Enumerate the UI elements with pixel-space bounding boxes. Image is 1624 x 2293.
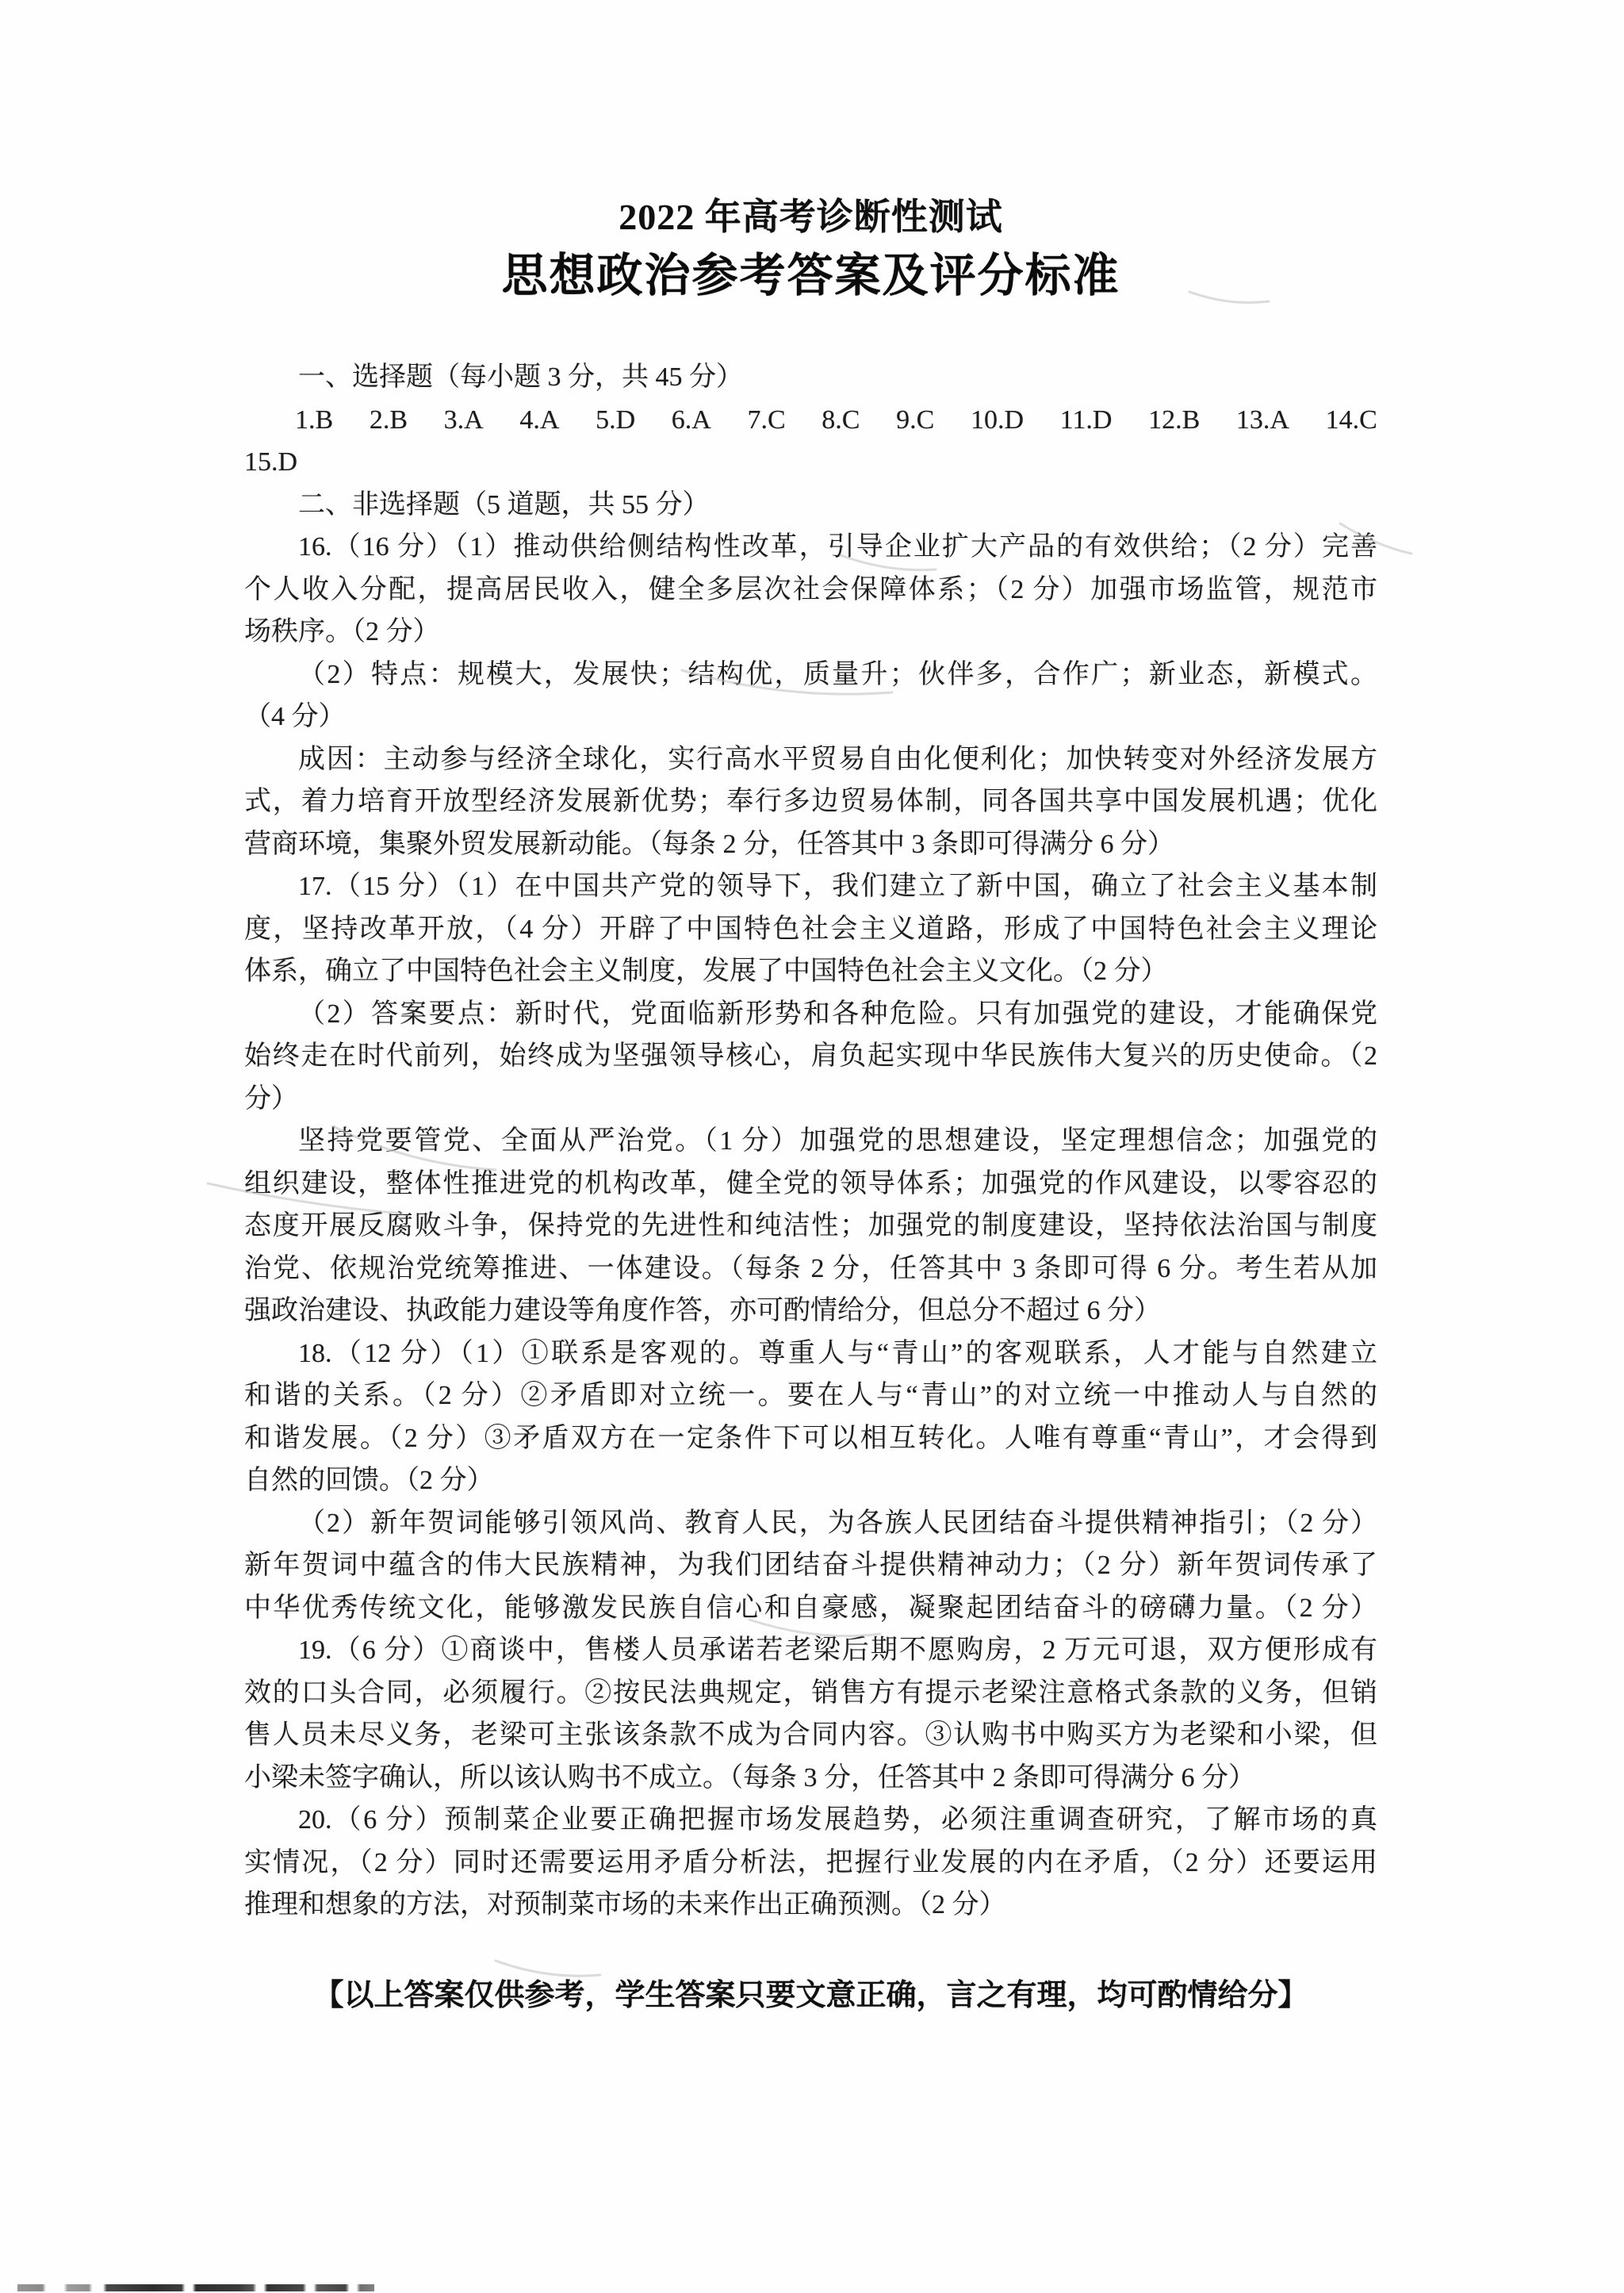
choice-answer: 4.A — [519, 405, 560, 435]
answer-text-line: 16.（16 分）（1）推动供给侧结构性改革，引导企业扩大产品的有效供给；（2 分）完善 — [298, 532, 1377, 562]
answer-text-line: 推理和想象的方法，对预制菜市场的未来作出正确预测。（2 分） — [244, 1890, 1006, 1919]
answer-text-line: 体系，确立了中国特色社会主义制度，发展了中国特色社会主义文化。（2 分） — [244, 957, 1168, 986]
answer-text-line: （2）特点：规模大，发展快；结构优，质量升；伙伴多，合作广；新业态，新模式。 — [298, 659, 1377, 689]
answer-text-line: 售人员未尽义务，老梁可主张该条款不成为合同内容。③认购书中购买方为老梁和小梁，但 — [244, 1720, 1377, 1750]
answer-text-line: 小梁未签字确认，所以该认购书不成立。（每条 3 分，任答其中 2 条即可得满分 6 分） — [244, 1762, 1255, 1793]
grading-note: 【以上答案仅供参考，学生答案只要文意正确，言之有理，均可酌情给分】 — [313, 1978, 1308, 2012]
scan-edge-artifact — [17, 2284, 374, 2291]
choice-answer: 10.D — [970, 405, 1025, 435]
choice-answer-overflow-line: 15.D — [244, 447, 298, 477]
answer-text-line: 新年贺词中蕴含的伟大民族精神，为我们团结奋斗提供精神动力；（2 分）新年贺词传承了 — [244, 1551, 1377, 1580]
document-title-line1: 2022 年高考诊断性测试 — [619, 197, 1003, 237]
answer-text-line: 19.（6 分）①商谈中，售楼人员承诺若老梁后期不愿购房，2 万元可退，双方便形成有 — [298, 1635, 1377, 1665]
document-header — [244, 0, 1377, 306]
answer-text-line: 坚持党要管党、全面从严治党。（1 分）加强党的思想建设，坚定理想信念；加强党的 — [298, 1126, 1377, 1156]
answer-text-line: 组织建设，整体性推进党的机构改革，健全党的领导体系；加强党的作风建设，以零容忍的 — [244, 1168, 1377, 1198]
answer-text-line: 18.（12 分）（1）①联系是客观的。尊重人与“青山”的客观联系，人才能与自然建立 — [298, 1338, 1377, 1368]
answer-text-line: 和谐的关系。（2 分）②矛盾即对立统一。要在人与“青山”的对立统一中推动人与自然的 — [244, 1381, 1377, 1410]
answer-text-line: 17.（15 分）（1）在中国共产党的领导下，我们建立了新中国，确立了社会主义基本制 — [298, 872, 1377, 901]
answer-text-line: 效的口头合同，必须履行。②按民法典规定，销售方有提示老梁注意格式条款的义务，但销 — [244, 1678, 1377, 1708]
choice-answer: 2.B — [369, 405, 408, 435]
choice-answer: 1.B — [295, 405, 334, 435]
answer-text-line: 20.（6 分）预制菜企业要正确把握市场发展趋势，必须注重调查研究，了解市场的真 — [298, 1805, 1377, 1835]
choice-answer: 9.C — [896, 405, 935, 435]
answer-text-line: （4 分） — [244, 702, 346, 731]
section-1-heading: 一、选择题（每小题 3 分，共 45 分） — [298, 362, 743, 392]
answer-text-line: 式，着力培育开放型经济发展新优势；奉行多边贸易体制，同各国共享中国发展机遇；优化 — [244, 787, 1377, 816]
section-2-heading: 二、非选择题（5 道题，共 55 分） — [298, 489, 710, 520]
answer-text-line: 营商环境，集聚外贸发展新动能。（每条 2 分，任答其中 3 条即可得满分 6 分） — [244, 829, 1174, 859]
answer-text-line: 中华优秀传统文化，能够激发民族自信心和自豪感，凝聚起团结奋斗的磅礴力量。（2 分） — [244, 1593, 1377, 1623]
answer-text-line: 场秩序。（2 分） — [244, 617, 440, 646]
choice-answer: 7.C — [747, 405, 786, 435]
choice-answer: 8.C — [822, 405, 860, 435]
answer-text-line: 自然的回馈。（2 分） — [244, 1466, 494, 1495]
choice-answer: 5.D — [596, 405, 636, 435]
answer-text-line: 强政治建设、执政能力建设等角度作答，亦可酌情给分，但总分不超过 6 分） — [244, 1296, 1161, 1325]
answer-text-line: 成因：主动参与经济全球化，实行高水平贸易自由化便利化；加快转变对外经济发展方 — [298, 744, 1377, 774]
choice-answer: 6.A — [671, 405, 711, 435]
document-title-line2: 思想政治参考答案及评分标准 — [501, 250, 1120, 301]
answer-text-line: （2）新年贺词能够引领风尚、教育人民，为各族人民团结奋斗提供精神指引；（2 分） — [298, 1508, 1377, 1538]
answer-text-line: 态度开展反腐败斗争，保持党的先进性和纯洁性；加强党的制度建设，坚持依法治国与制度 — [244, 1211, 1377, 1240]
document-body — [244, 356, 1377, 1927]
answer-text-line: 和谐发展。（2 分）③矛盾双方在一定条件下可以相互转化。人唯有尊重“青山”，才会得到 — [244, 1423, 1377, 1453]
answer-text-line: 治党、依规治党统筹推进、一体建设。（每条 2 分，任答其中 3 条即可得 6 分。考生若从加 — [244, 1253, 1377, 1283]
choice-answer: 3.A — [443, 405, 484, 435]
answer-text-line: 分） — [244, 1083, 298, 1114]
choice-answer: 13.A — [1235, 405, 1289, 435]
choice-answer: 11.D — [1059, 405, 1113, 435]
choice-answer: 12.B — [1148, 405, 1201, 435]
answer-text-line: （2）答案要点：新时代，党面临新形势和各种危险。只有加强党的建设，才能确保党 — [298, 999, 1377, 1029]
answer-text-line: 个人收入分配，提高居民收入，健全多层次社会保障体系；（2 分）加强市场监管，规范市 — [244, 574, 1377, 604]
answer-text-line: 度，坚持改革开放，（4 分）开辟了中国特色社会主义道路，形成了中国特色社会主义理论 — [244, 914, 1377, 944]
choice-answers-row — [244, 399, 1377, 442]
answer-text-line: 实情况，（2 分）同时还需要运用矛盾分析法，把握行业发展的内在矛盾，（2 分）还要运用 — [244, 1847, 1377, 1877]
answer-text-line: 始终走在时代前列，始终成为坚强领导核心，肩负起实现中华民族伟大复兴的历史使命。（2 — [244, 1041, 1377, 1071]
choice-answer: 14.C — [1325, 405, 1377, 435]
